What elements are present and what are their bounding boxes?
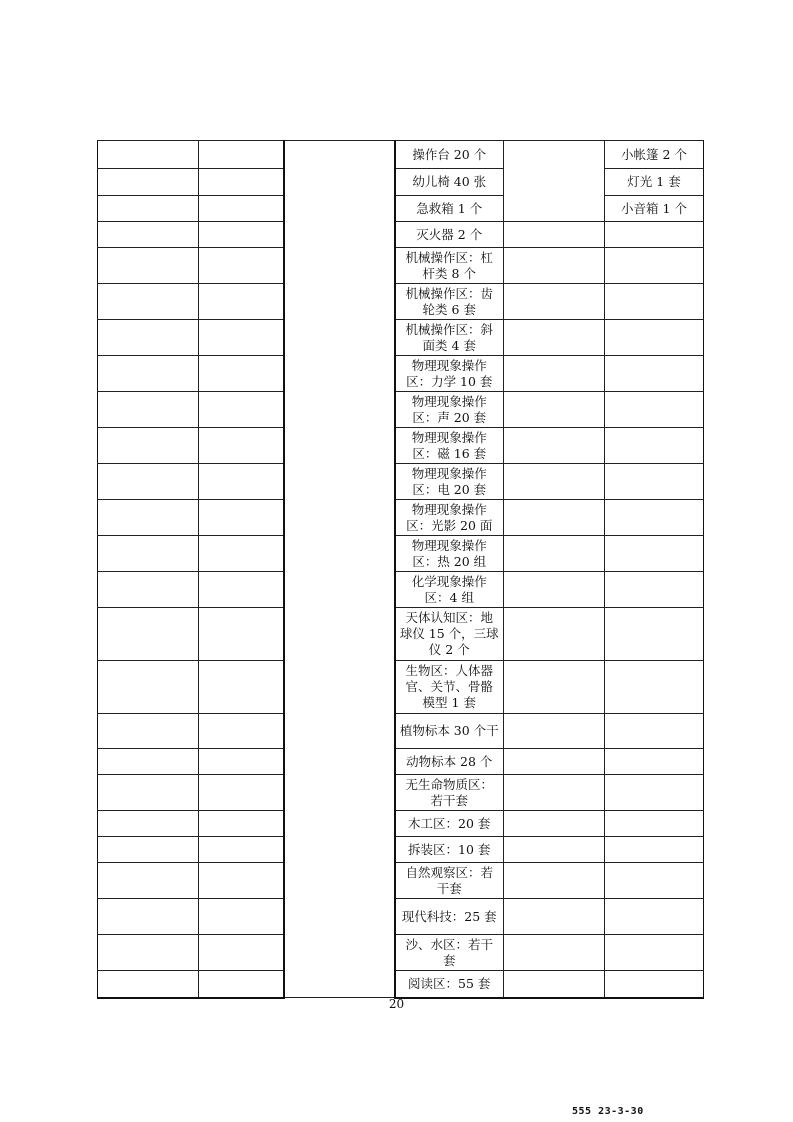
- item-cell: 机械操作区：斜面类 4 套: [395, 320, 504, 356]
- table-cell: [504, 749, 605, 775]
- table-row: [98, 464, 704, 500]
- side-cell: [605, 428, 704, 464]
- table-cell: [98, 661, 199, 714]
- table-cell: [199, 749, 284, 775]
- side-cell: [605, 971, 704, 998]
- side-cell: [605, 837, 704, 863]
- item-cell: 自然观察区：若干套: [395, 863, 504, 899]
- table-cell: [504, 661, 605, 714]
- table-cell: [504, 500, 605, 536]
- table-row: [98, 971, 704, 998]
- table-cell: [504, 837, 605, 863]
- table-cell: [98, 863, 199, 899]
- table-row: [98, 863, 704, 899]
- table-cell: [199, 141, 284, 169]
- table-row: [98, 222, 704, 248]
- table-cell: [98, 196, 199, 222]
- side-cell: [605, 608, 704, 661]
- table-cell: [199, 661, 284, 714]
- table-cell: [199, 356, 284, 392]
- item-cell: 物理现象操作区：磁 16 套: [395, 428, 504, 464]
- table-cell: [199, 837, 284, 863]
- table-cell: [504, 608, 605, 661]
- side-cell: [605, 899, 704, 935]
- table-cell: [199, 536, 284, 572]
- table-cell: [98, 899, 199, 935]
- page-number: 20: [388, 997, 405, 1011]
- table-cell: [504, 775, 605, 811]
- item-cell: 幼儿椅 40 张: [395, 169, 504, 196]
- table-cell: [504, 248, 605, 284]
- table-cell: [98, 714, 199, 749]
- side-cell: [605, 863, 704, 899]
- merged-cell: [504, 141, 605, 222]
- side-cell: [605, 536, 704, 572]
- table-cell: [98, 811, 199, 837]
- table-row: [98, 500, 704, 536]
- table-row: [98, 428, 704, 464]
- table-row: [98, 392, 704, 428]
- table-cell: [98, 428, 199, 464]
- table-cell: [504, 284, 605, 320]
- table-cell: [504, 356, 605, 392]
- table-row: [98, 284, 704, 320]
- table-row: [98, 811, 704, 837]
- table-row: [98, 536, 704, 572]
- item-cell: 物理现象操作区：声 20 套: [395, 392, 504, 428]
- table-cell: [199, 811, 284, 837]
- side-cell: [605, 284, 704, 320]
- table-row: [98, 356, 704, 392]
- side-cell: [605, 222, 704, 248]
- table-row: [98, 572, 704, 608]
- table-cell: [504, 320, 605, 356]
- table-cell: [98, 248, 199, 284]
- table-row: [98, 749, 704, 775]
- item-cell: 物理现象操作区：电 20 套: [395, 464, 504, 500]
- table-row: [98, 196, 704, 222]
- table-cell: [199, 863, 284, 899]
- table-cell: [504, 971, 605, 998]
- item-cell: 现代科技：25 套: [395, 899, 504, 935]
- table-cell: [98, 971, 199, 998]
- table-cell: [504, 899, 605, 935]
- item-cell: 物理现象操作区：光影 20 面: [395, 500, 504, 536]
- side-cell: [605, 935, 704, 971]
- table-cell: [98, 536, 199, 572]
- table-row: [98, 661, 704, 714]
- item-cell: 机械操作区：杠杆类 8 个: [395, 248, 504, 284]
- table-row: [98, 935, 704, 971]
- side-cell: 灯光 1 套: [605, 169, 704, 196]
- item-cell: 物理现象操作区：力学 10 套: [395, 356, 504, 392]
- side-cell: [605, 811, 704, 837]
- table-cell: [504, 935, 605, 971]
- side-cell: [605, 392, 704, 428]
- table-row: [98, 899, 704, 935]
- table-cell: [199, 428, 284, 464]
- table-cell: [98, 500, 199, 536]
- table-cell: [98, 141, 199, 169]
- table-cell: [504, 428, 605, 464]
- table-cell: [199, 169, 284, 196]
- table-cell: [504, 572, 605, 608]
- item-cell: 急救箱 1 个: [395, 196, 504, 222]
- table-cell: [199, 714, 284, 749]
- item-cell: 植物标本 30 个干: [395, 714, 504, 749]
- table-cell: [98, 284, 199, 320]
- side-cell: [605, 464, 704, 500]
- table-cell: [98, 464, 199, 500]
- side-cell: 小音箱 1 个: [605, 196, 704, 222]
- side-cell: [605, 661, 704, 714]
- table-cell: [199, 899, 284, 935]
- item-cell: 无生命物质区：若干套: [395, 775, 504, 811]
- item-cell: 操作台 20 个: [395, 141, 504, 169]
- table-row: [98, 141, 704, 169]
- side-cell: [605, 356, 704, 392]
- table-cell: [98, 169, 199, 196]
- item-cell: 生物区：人体器官、关节、骨骼模型 1 套: [395, 661, 504, 714]
- table-cell: [199, 500, 284, 536]
- equipment-table: [97, 140, 704, 999]
- table-row: [98, 248, 704, 284]
- table-cell: [199, 971, 284, 998]
- table-cell: [199, 775, 284, 811]
- table-cell: [504, 464, 605, 500]
- table-cell: [199, 608, 284, 661]
- item-cell: 动物标本 28 个: [395, 749, 504, 775]
- table-cell: [504, 222, 605, 248]
- side-cell: [605, 500, 704, 536]
- table-cell: [98, 837, 199, 863]
- table-row: [98, 320, 704, 356]
- table-cell: [199, 284, 284, 320]
- table-row: [98, 169, 704, 196]
- table-cell: [98, 749, 199, 775]
- print-stamp: 555 23-3-30: [572, 1106, 644, 1117]
- side-cell: [605, 248, 704, 284]
- table-cell: [98, 775, 199, 811]
- table-cell: [504, 863, 605, 899]
- table-cell: [504, 714, 605, 749]
- item-cell: 物理现象操作区：热 20 组: [395, 536, 504, 572]
- item-cell: 沙、水区：若干套: [395, 935, 504, 971]
- table-cell: [199, 572, 284, 608]
- table-cell: [98, 608, 199, 661]
- table-cell: [199, 935, 284, 971]
- item-cell: 化学现象操作区：4 组: [395, 572, 504, 608]
- side-cell: [605, 320, 704, 356]
- table-cell: [98, 572, 199, 608]
- side-cell: [605, 572, 704, 608]
- table-cell: [199, 248, 284, 284]
- side-cell: [605, 714, 704, 749]
- table-cell: [199, 464, 284, 500]
- table-cell: [98, 356, 199, 392]
- item-cell: 灭火器 2 个: [395, 222, 504, 248]
- table-cell: [199, 320, 284, 356]
- table-row: [98, 608, 704, 661]
- side-cell: 小帐篷 2 个: [605, 141, 704, 169]
- table-cell: [98, 320, 199, 356]
- item-cell: 天体认知区：地球仪 15 个，三球仪 2 个: [395, 608, 504, 661]
- table-row: [98, 837, 704, 863]
- item-cell: 拆装区：10 套: [395, 837, 504, 863]
- table-cell: [199, 222, 284, 248]
- table-cell: [504, 536, 605, 572]
- item-cell: 机械操作区：齿轮类 6 套: [395, 284, 504, 320]
- table-cell: [504, 392, 605, 428]
- item-cell: 阅读区：55 套: [395, 971, 504, 998]
- side-cell: [605, 749, 704, 775]
- table-cell: [199, 196, 284, 222]
- table-cell: [98, 935, 199, 971]
- merged-cell: [284, 141, 395, 998]
- table-cell: [504, 811, 605, 837]
- side-cell: [605, 775, 704, 811]
- table-cell: [98, 392, 199, 428]
- table-row: [98, 775, 704, 811]
- table-row: [98, 714, 704, 749]
- table-cell: [199, 392, 284, 428]
- table-cell: [98, 222, 199, 248]
- item-cell: 木工区：20 套: [395, 811, 504, 837]
